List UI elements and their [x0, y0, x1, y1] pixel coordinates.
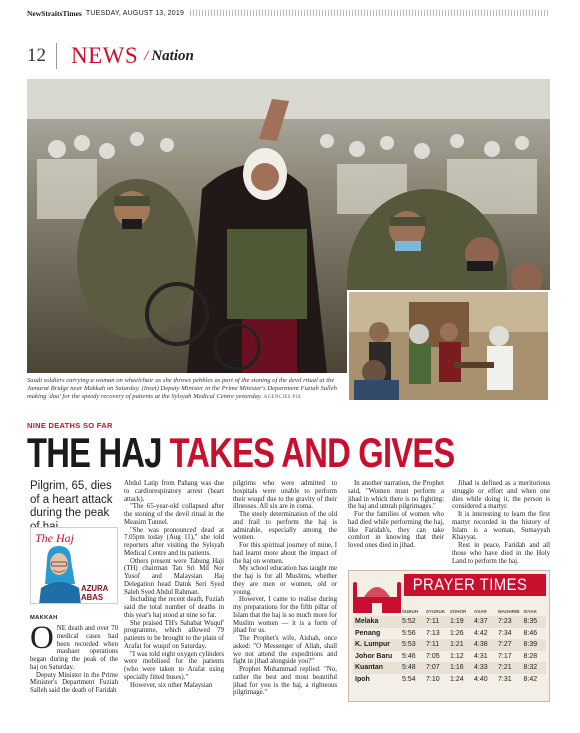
time-cell: 4:38 — [472, 639, 496, 651]
time-cell: 1:21 — [448, 639, 472, 651]
paragraph: Jihad is defined as a meritorious struggle or effort and when one dies while doing it, the person is considered a martyr. — [452, 480, 550, 511]
prayer-times-row — [353, 674, 546, 686]
time-cell: 7:31 — [498, 675, 512, 683]
time-cell: 5:54 — [402, 675, 416, 683]
city-cell: Penang — [355, 629, 381, 637]
header-cell: ISYAK — [523, 609, 537, 614]
paragraph: Others present were Tabung Haji (TH) chairman Tan Sri Md Nor Yusof and Malaysian Haj Delegation head Datuk Seri Syed Saleh Syed Abdul Rahman. — [124, 557, 224, 596]
headline-part-1: THE HAJ — [27, 429, 162, 476]
header-cell — [353, 608, 400, 616]
paragraph: She praised TH's Sahabat Wuquf' programme, which allowed 79 patients to be brought to the plain of Arafat for wuquf on Saturday. — [124, 619, 224, 650]
time-cell: 7:11 — [424, 639, 448, 651]
column-logo-title: The Haj — [35, 531, 74, 545]
time-cell: 5:48 — [400, 662, 424, 674]
time-cell: 7:07 — [424, 662, 448, 674]
city-cell: Melaka — [353, 616, 400, 628]
paragraph: Rest in peace, Faridah and all those who have died in the Holy Land to perform the haj. — [452, 542, 550, 565]
paragraph: Deputy Minister in the Prime Minister's Department Fuziah Salleh said the death of Faridah — [30, 671, 118, 694]
section-sub: / Nation — [144, 47, 194, 64]
headline-part-2: TAKES AND GIVES — [169, 429, 455, 476]
lead-paragraph-text: NE death and over 70 medical cases had been recorded when mashaer operations began during the peak of the haj on Saturday. — [30, 625, 118, 671]
time-cell: 1:16 — [448, 662, 472, 674]
city-cell: Ipoh — [355, 675, 370, 683]
prayer-times-table — [353, 608, 546, 685]
paragraph: "I was told eight oxygen cylinders were mobilised for the patients (who were taken to Arafat using specially fitted buses)." — [124, 650, 224, 681]
masthead — [27, 7, 550, 19]
author-last: ABAS — [81, 592, 104, 602]
time-cell: 4:40 — [474, 675, 488, 683]
prayer-times-row — [353, 616, 546, 628]
author-first: AZURA — [81, 584, 109, 593]
time-cell: 5:46 — [402, 652, 416, 660]
paragraph: It is interesting to learn the first martyr recorded in the history of Islam is a woman, Sumayyah Khayyat. — [452, 511, 550, 542]
header-cell: ZOHOR — [450, 609, 467, 614]
time-cell: 8:39 — [522, 639, 546, 651]
paragraph: Abdul Latip from Pahang was due to cardiorespiratory arrest (heart attack). — [124, 480, 224, 503]
time-cell: 8:32 — [522, 662, 546, 674]
time-cell: 1:26 — [450, 629, 464, 637]
photo-caption — [27, 377, 342, 403]
time-cell: 7:11 — [424, 616, 448, 628]
city-cell: K. Lumpur — [353, 639, 400, 651]
time-cell: 4:31 — [474, 652, 488, 660]
paragraph: Prophet Muhammad replied: "No, rather the best and most beautiful jihad for you is the haj, a righteous pilgrimage." — [233, 666, 337, 697]
dateline: MAKKAH — [30, 615, 58, 621]
time-cell: 8:42 — [523, 675, 538, 683]
prayer-times-row — [353, 651, 546, 663]
author-name — [81, 585, 108, 602]
story-kicker: NINE DEATHS SO FAR — [27, 421, 113, 430]
photo-caption-text: Saudi soldiers carrying a woman on wheelchair as she throws pebbles as part of the stoning of the devil ritual at the Jamarat Bridge near Makkah on Saturday. (Inset) Deputy Minister in the Prime Minister's Department Fuziah Salleh making 'doa' for the speedy recovery of patients at the Sylsyah Medical Centre yesterday. — [27, 377, 337, 401]
paragraph: For the families of women who had died while performing the haj, like Faridah's, they can take comfort in knowing that their loved ones died in jihad. — [348, 511, 444, 549]
time-cell: 7:27 — [496, 639, 522, 651]
city-cell: Kuantan — [353, 662, 400, 674]
time-cell: 7:21 — [496, 662, 522, 674]
inset-photo-illustration — [349, 292, 548, 400]
prayer-times-title: PRAYER TIMES — [412, 576, 528, 594]
time-cell: 7:34 — [498, 629, 512, 637]
standfirst: Pilgrim, 65, dies of a heart attack during the peak — [30, 480, 113, 519]
paragraph: My school education has taught me the haj is for all Muslims, whether they are men or women, old or young. — [233, 565, 337, 596]
time-cell: 7:23 — [496, 616, 522, 628]
header-cell: SUBUH — [402, 609, 419, 614]
section-header — [27, 42, 194, 70]
prayer-times-row — [353, 639, 546, 651]
lead-paragraph — [30, 620, 118, 672]
section-sub-label: Nation — [151, 47, 194, 64]
drop-cap: O — [30, 620, 54, 656]
inset-photo — [347, 290, 550, 402]
paragraph: pilgrims who were admitted to hospitals were unable to perform their wuquf due to the gravity of their illnesses. All six are in coma. — [233, 480, 337, 511]
story-column-3 — [233, 480, 337, 697]
time-cell: 1:24 — [450, 675, 464, 683]
paragraph: However, I came to realise during my preparations for the fifth pillar of Islam that the haj is so much more for Muslim women — it is a form of jihad for us. — [233, 596, 337, 635]
prayer-times-row — [353, 628, 546, 640]
city-cell: Johor Baru — [355, 652, 393, 660]
time-cell: 4:42 — [474, 629, 488, 637]
section-name: NEWS — [71, 43, 139, 68]
story-headline — [27, 430, 455, 476]
prayer-times-row — [353, 662, 546, 674]
header-cell: MAGHRIB — [498, 609, 520, 614]
paragraph: "The 65-year-old collapsed after the stoning of the devil ritual in the Measim Tunnel. — [124, 503, 224, 526]
time-cell: 8:35 — [522, 616, 546, 628]
column-logo — [30, 527, 118, 604]
paragraph: The Prophet's wife, Aishah, once asked: "O Messenger of Allah, shall we not attend the expeditions and fight in jihad alongside you?" — [233, 635, 337, 666]
paper-name: NewStraitsTimes — [27, 8, 82, 18]
time-cell: 4:37 — [472, 616, 496, 628]
issue-date: TUESDAY, AUGUST 13, 2019 — [85, 9, 185, 17]
time-cell: 4:33 — [472, 662, 496, 674]
photo-credit: AGENCIES PIX — [263, 395, 302, 401]
time-cell: 8:46 — [523, 629, 538, 637]
page-number: 12 — [27, 43, 57, 69]
story-column-2 — [124, 480, 224, 689]
story-column-4 — [348, 480, 444, 550]
masthead-rule — [190, 10, 550, 16]
time-cell: 5:53 — [400, 639, 424, 651]
paragraph: However, six other Malaysian — [130, 681, 213, 689]
time-cell: 7:17 — [498, 652, 512, 660]
prayer-times-header-row — [353, 608, 546, 616]
time-cell: 7:05 — [426, 652, 440, 660]
paragraph: Including the recent death, Fuziah said the total number of deaths in this year's haj stood at nine so far. — [124, 596, 224, 619]
story-column-5 — [452, 480, 550, 565]
paragraph: The steely determination of the old and frail to perform the haj is admirable, especially among the women. — [233, 511, 337, 542]
prayer-times-panel — [348, 570, 550, 702]
story-column-1 — [30, 620, 118, 695]
time-cell: 7:10 — [426, 675, 440, 683]
paragraph: "She was pronounced dead at 7.05pm today (Aug 11)," she told reporters after visiting the Sylsyah Medical Centre and its patients. — [124, 526, 224, 557]
paragraph: In another narration, the Prophet said, "Women must perform a jihad in which there is no fighting: the haj and umrah pilgrimages." — [348, 480, 444, 511]
time-cell: 1:12 — [450, 652, 464, 660]
time-cell: 5:52 — [400, 616, 424, 628]
header-cell: ASAR — [474, 609, 487, 614]
time-cell: 7:13 — [426, 629, 440, 637]
paragraph: For this spiritual journey of mine, I had learnt more about the impact of the haj on women. — [233, 542, 337, 565]
header-cell: SYURUK — [426, 609, 446, 614]
time-cell: 8:28 — [523, 652, 538, 660]
time-cell: 1:19 — [448, 616, 472, 628]
time-cell: 5:56 — [402, 629, 416, 637]
